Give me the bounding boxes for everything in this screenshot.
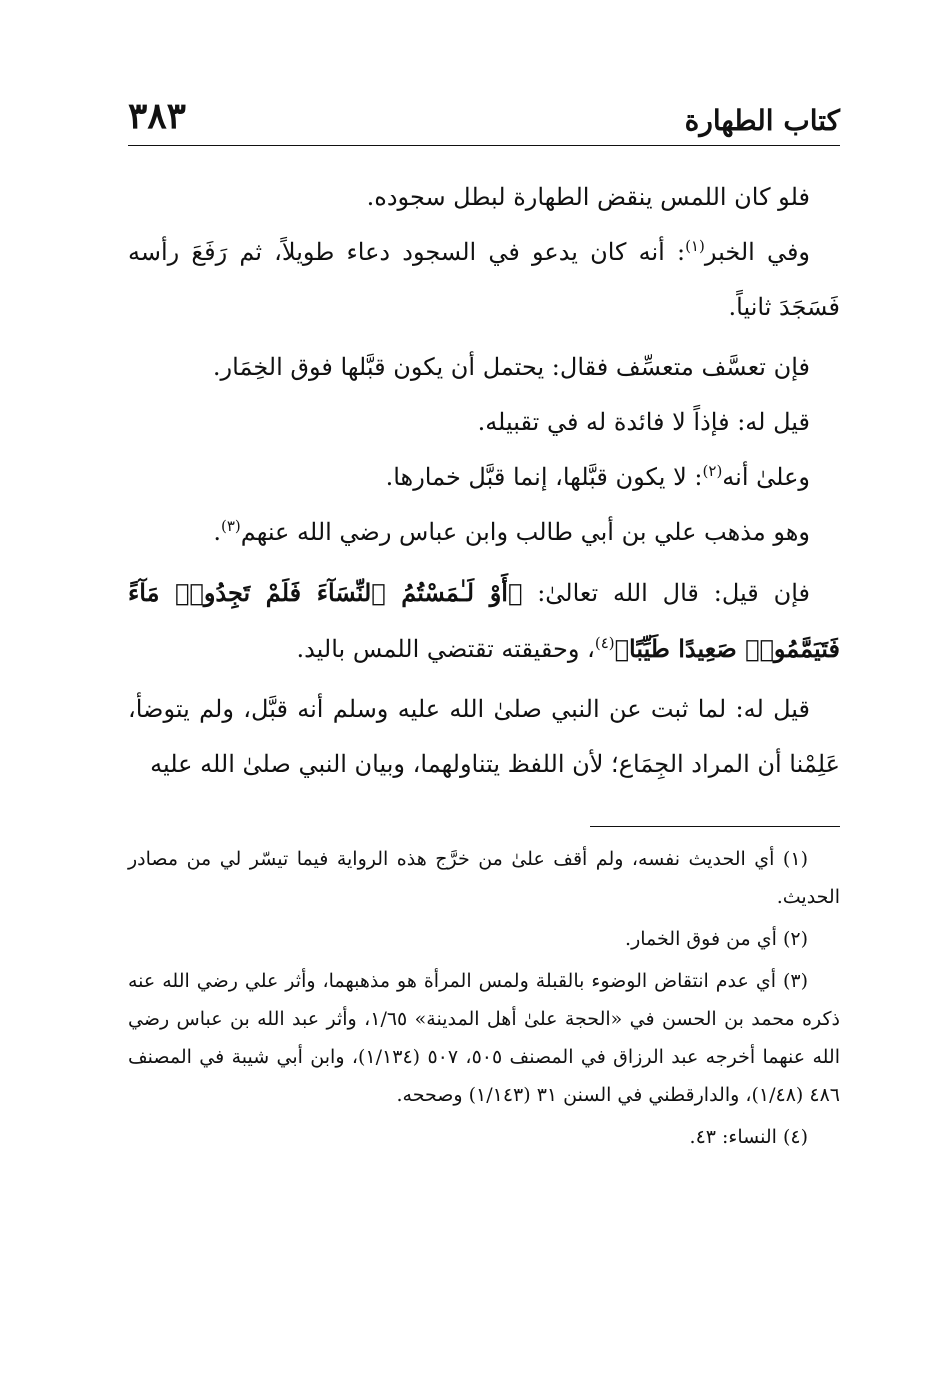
paragraph-6-end: .	[213, 518, 221, 546]
footnote-3: (٣) أي عدم انتقاض الوضوء بالقبلة ولمس المرأة هو مذهبهما، وأثر علي رضي الله عنه ذكره محمد بن الحسن في «الحجة علىٰ أهل المدينة» ١/٦٥، وأثر عبد الله بن عباس رضي الله عنهما أخرجه عبد الرزاق في المصنف ٥٠٥، ٥٠٧ (١/١٣٤)، وابن أبي شيبة في المصنف ٤٨٦ (١/٤٨)، والدارقطني في السنن ٣١ (١/١٤٣) وصححه.	[128, 970, 840, 1106]
footnote-1: (١) أي الحديث نفسه، ولم أقف علىٰ من خرَّج هذه الرواية فيما تيسّر لي من مصادر الحديث.	[128, 848, 840, 908]
footnotes	[128, 840, 840, 1160]
paragraph-5-start: وعلىٰ أنه	[722, 463, 810, 491]
footnote-divider	[590, 826, 840, 827]
paragraph-8: قيل له: لما ثبت عن النبي صلىٰ الله عليه وسلم أنه قبَّل، ولم يتوضأ، عَلِمْنا أن المراد الجِمَاع؛ لأن اللفظ يتناولهما، وبيان النبي صلىٰ الله عليه	[128, 695, 840, 778]
paragraph-7-start: فإن قيل: قال الله تعالىٰ:	[522, 579, 810, 607]
page-header	[128, 88, 840, 146]
page-number: ٣٨٣	[128, 95, 187, 137]
paragraph-2-end: : أنه كان يدعو في السجود دعاء طويلاً، ثم رَفَعَ رأسه فَسَجَدَ ثانياً.	[128, 238, 840, 321]
paragraph-7	[128, 565, 840, 677]
paragraph-6-start: وهو مذهب علي بن أبي طالب وابن عباس رضي الله عنهم	[240, 518, 810, 546]
quran-verse: ﴿أَوْ لَـٰمَسْتُمُ ٱلنِّسَآءَ فَلَمْ تَجِدُوا۟ مَآءً فَتَيَمَّمُوا۟ صَعِيدًا طَيِّبًا﴾	[128, 578, 840, 663]
paragraph-3: فإن تعسَّف متعسِّف فقال: يحتمل أن يكون قبَّلها فوق الخِمَار.	[212, 353, 810, 381]
paragraph-5	[128, 450, 840, 505]
footnote-4: (٤) النساء: ٤٣.	[689, 1126, 808, 1148]
paragraph-7-end: ، وحقيقته تقتضي اللمس باليد.	[296, 635, 595, 663]
footnote-ref-4: (٤)	[594, 634, 615, 652]
running-title: كتاب الطهارة	[684, 104, 840, 137]
main-text	[128, 170, 840, 792]
paragraph-1: فلو كان اللمس ينقض الطهارة لبطل سجوده.	[366, 183, 810, 211]
footnote-2: (٢) أي من فوق الخمار.	[625, 928, 808, 950]
paragraph-2	[128, 225, 840, 335]
footnote-ref-1: (١)	[685, 237, 705, 255]
paragraph-5-end: : لا يكون قبَّلها، إنما قبَّل خمارها.	[385, 463, 703, 491]
paragraph-4: قيل له: فإذاً لا فائدة له في تقبيله.	[477, 408, 810, 436]
footnote-ref-2: (٢)	[702, 462, 723, 480]
paragraph-6	[128, 505, 840, 560]
footnote-ref-3: (٣)	[221, 517, 241, 535]
paragraph-2-start: وفي الخبر	[704, 238, 811, 266]
